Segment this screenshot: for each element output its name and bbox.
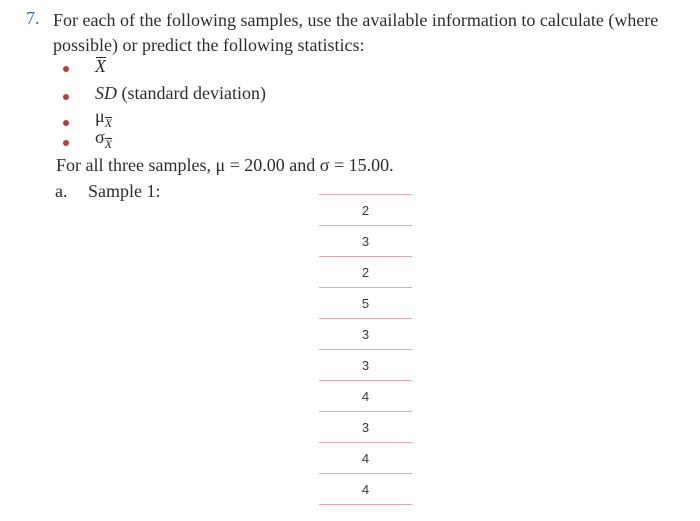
bullet-icon (63, 140, 69, 146)
stat-symbol: X (95, 56, 106, 76)
table-row: 3 (319, 319, 412, 350)
stat-subscript: X (104, 116, 112, 130)
stat-symbol: SD (95, 83, 117, 103)
table-row: 2 (319, 195, 412, 226)
bullet-icon (63, 66, 69, 72)
table-row: 3 (319, 350, 412, 381)
parameters-text: For all three samples, μ = 20.00 and σ = 15.00. (56, 155, 394, 175)
table-row: 5 (319, 288, 412, 319)
stat-symbol: μ (95, 106, 105, 126)
stat-subscript: X (104, 137, 113, 151)
table-row: 4 (319, 474, 412, 505)
sample-data-table (319, 195, 412, 505)
bullet-icon (63, 120, 69, 126)
stat-symbol: σ (95, 127, 105, 147)
problem-prompt: For each of the following samples, use the available information to calculate (where possible) or predict the following statistics: (53, 10, 659, 55)
stat-sample-mean (95, 56, 106, 77)
part-label: a. (55, 181, 68, 201)
stat-standard-deviation (95, 83, 266, 104)
table-row: 4 (319, 381, 412, 412)
problem-number: 7. (26, 8, 40, 28)
stat-description: (standard deviation) (117, 83, 266, 103)
table-row: 3 (319, 226, 412, 257)
part-title: Sample 1: (88, 181, 161, 201)
stat-standard-error (95, 127, 112, 152)
table-row: 4 (319, 443, 412, 474)
table-row: 2 (319, 257, 412, 288)
table-row: 3 (319, 412, 412, 443)
bullet-icon (63, 94, 69, 100)
